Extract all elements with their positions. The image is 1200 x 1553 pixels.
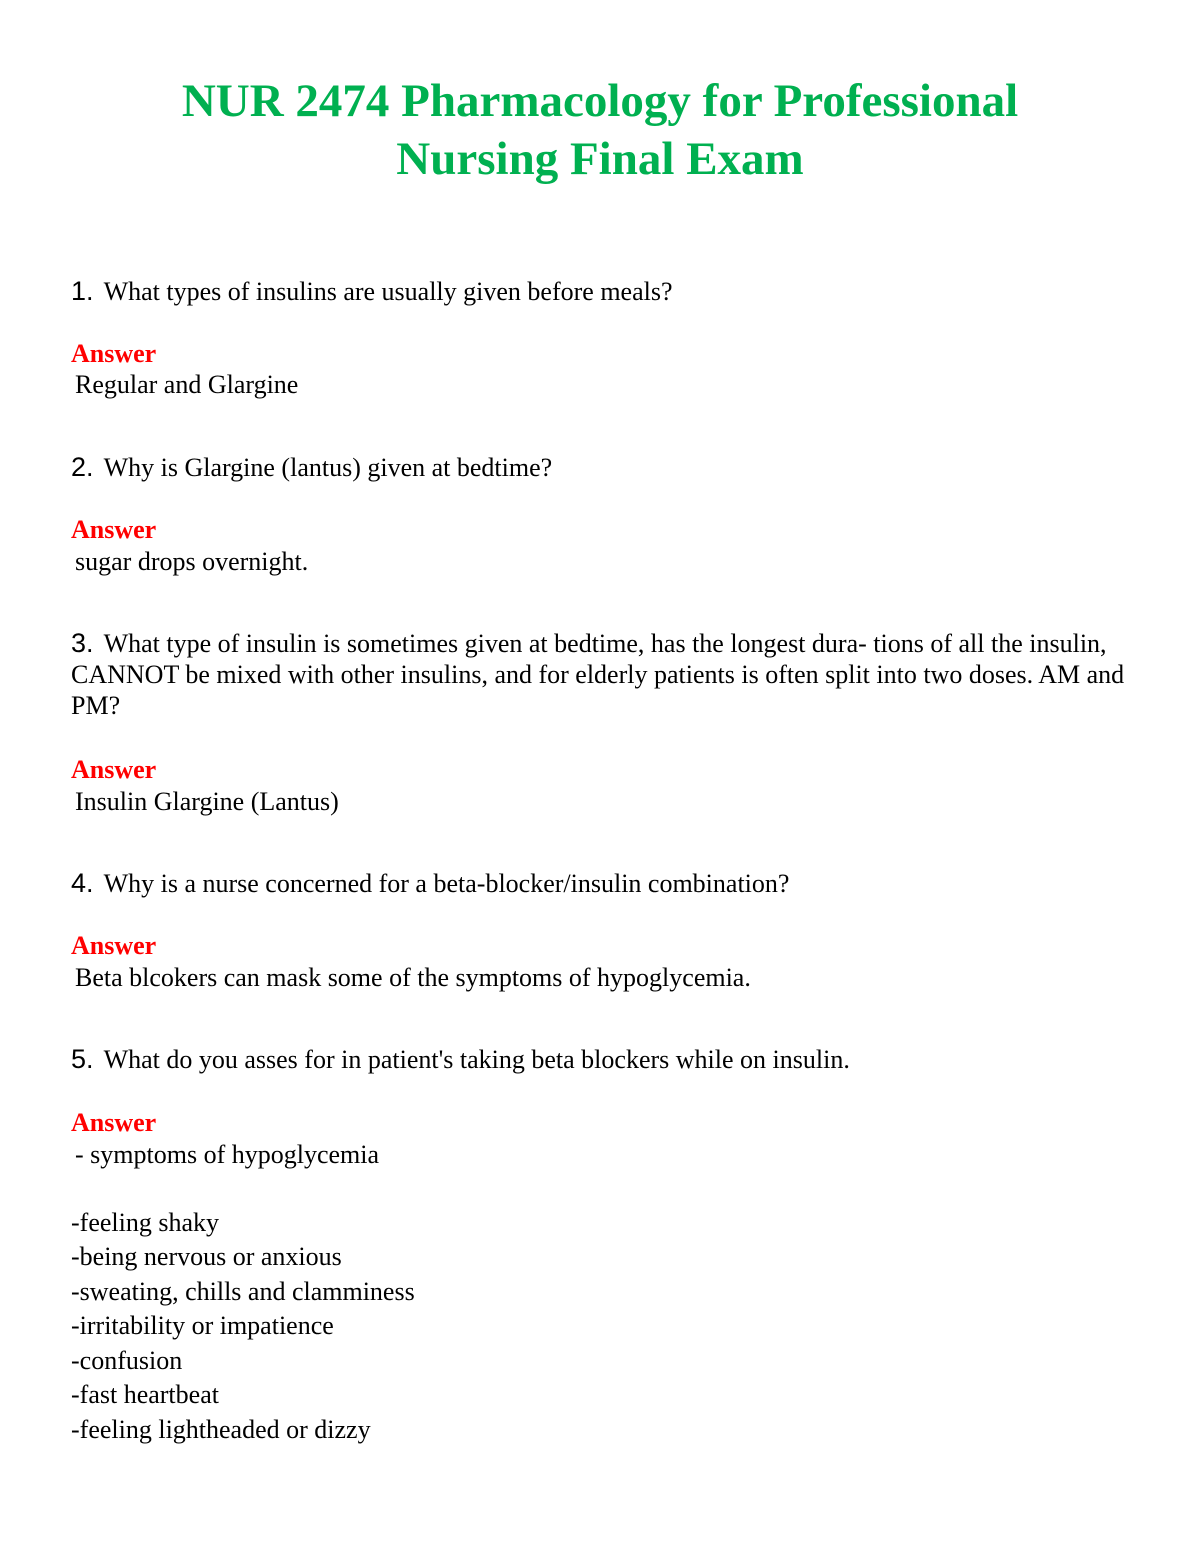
question-text: Why is Glargine (lantus) given at bedtime?	[103, 453, 553, 482]
title-line-1: NUR 2474 Pharmacology for Professional	[181, 75, 1019, 127]
answer-label: Answer	[71, 515, 157, 544]
question-1	[71, 276, 1131, 307]
list-item: -being nervous or anxious	[71, 1242, 342, 1271]
answer-text: Regular and Glargine	[75, 370, 299, 399]
title-line-2: Nursing Final Exam	[396, 133, 804, 185]
answer-label: Answer	[71, 1108, 157, 1137]
question-text: What type of insulin is sometimes given at bedtime, has the longest dura- tions of all the insulin, CANNOT be mixed with other insulins, and for elderly patients is often split into two doses. AM and PM?	[71, 629, 1125, 720]
question-number: 3.	[71, 628, 94, 658]
list-item: -feeling lightheaded or dizzy	[71, 1415, 371, 1444]
document-title	[0, 72, 1200, 188]
answer-text: - symptoms of hypoglycemia	[75, 1140, 380, 1169]
question-2	[71, 452, 1131, 483]
list-item: -sweating, chills and clamminess	[71, 1277, 415, 1306]
answer-label: Answer	[71, 339, 157, 368]
question-4	[71, 868, 1131, 899]
question-text: What do you asses for in patient's taking beta blockers while on insulin.	[103, 1045, 850, 1074]
question-3	[71, 628, 1131, 721]
question-text: What types of insulins are usually given before meals?	[103, 277, 673, 306]
question-text: Why is a nurse concerned for a beta-blocker/insulin combination?	[103, 869, 790, 898]
answer-text: Beta blcokers can mask some of the symptoms of hypoglycemia.	[75, 963, 751, 992]
answer-label: Answer	[71, 931, 157, 960]
list-item: -feeling shaky	[71, 1208, 220, 1237]
question-number: 2.	[71, 452, 94, 482]
answer-label: Answer	[71, 755, 157, 784]
list-item: -irritability or impatience	[71, 1311, 334, 1340]
list-item: -fast heartbeat	[71, 1380, 219, 1409]
question-number: 4.	[71, 868, 94, 898]
list-item: -confusion	[71, 1346, 183, 1375]
answer-text: sugar drops overnight.	[75, 547, 309, 576]
answer-text: Insulin Glargine (Lantus)	[75, 787, 339, 816]
question-5	[71, 1044, 1131, 1075]
question-number: 5.	[71, 1044, 94, 1074]
question-number: 1.	[71, 276, 94, 306]
